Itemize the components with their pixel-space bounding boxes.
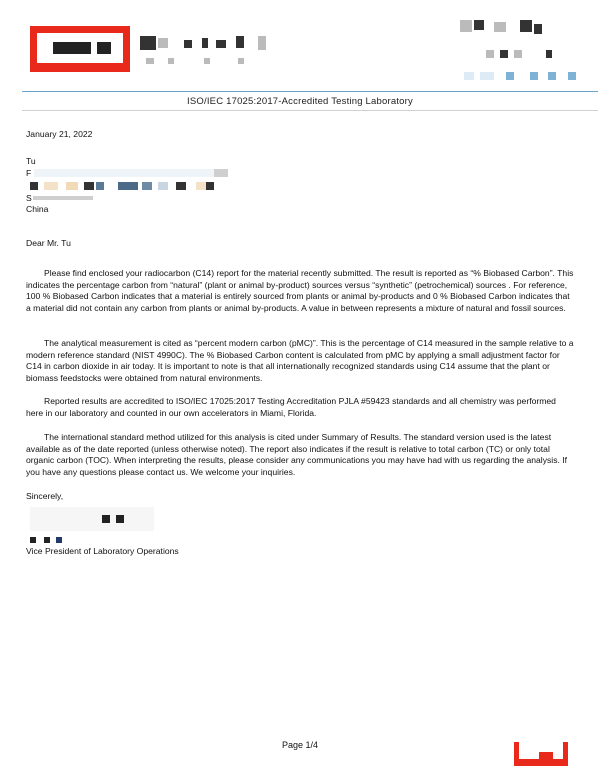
page-number: Page 1/4 [281,740,319,750]
footer-logo-icon [514,742,568,766]
body-paragraph-4 [26,432,574,478]
header-top-rule [22,91,598,92]
paragraph-text: The analytical measurement is cited as “percent modern carbon (pMC)”. This is the percentage of C14 measured in the sample relative to a modern reference standard (NIST 4990C). The % Biobased Carbon content is calculated from pMC by applying a small adjustment factor for C14 in carbon dioxide in air today. It is important to note is that all internationally recognized standards using C14 assume that the plant or biomass feedstocks were obtained from natural environments. [26,338,574,383]
recipient-address-redacted [26,181,226,191]
letter-date: January 21, 2022 [26,129,93,139]
body-paragraph-2 [26,338,574,384]
paragraph-text: The international standard method utilized for this analysis is cited under Summary of Results. The standard version used is the latest available as of the date reported (unless otherwise noted). The report also indicates if the result is relative to total carbon (TC) or only total organic carbon (TOC). When interpreting the results, please consider any communications you may have had with us regarding the analysis. If you have any questions please contact us. We welcome your inquiries. [26,432,568,477]
header-bottom-rule [22,110,598,111]
contact-info-redacted [460,20,580,84]
closing: Sincerely, [26,491,64,501]
company-name-redacted [140,34,280,70]
body-paragraph-1 [26,268,574,314]
salutation: Dear Mr. Tu [26,238,71,248]
lab-logo-icon [30,26,130,72]
signer-title: Vice President of Laboratory Operations [26,546,179,556]
paragraph-text: Please find enclosed your radiocarbon (C14) report for the material recently submitted. The result is reported as “% Biobased Carbon”. This indicates the percentage carbon from “natural” (plant or animal by-product) sources versus “synthetic” (petrochemical) sources . For reference, 100 % Biobased Carbon indicates that a material is entirely sourced from plants or animal by-products and 0 % Biobased Carbon indicates that a material did not contain any carbon from plants or animal by-products. A value in between represents a mixture of natural and fossil sources. [26,268,574,313]
recipient-city-redacted [33,196,97,202]
recipient-company-redacted [34,168,234,178]
recipient-country: China [26,204,49,214]
recipient-city-initial: S [26,193,32,203]
accreditation-banner: ISO/IEC 17025:2017-Accredited Testing Laboratory [187,96,413,107]
recipient-company-initial: F [26,168,32,178]
paragraph-text: Reported results are accredited to ISO/IEC 17025:2017 Testing Accreditation PJLA #59423 standards and all chemistry was performed here in our laboratory and counted in our own accelerators in Miami, Florida. [26,396,556,418]
recipient-city [26,193,574,205]
body-paragraph-3 [26,396,574,419]
signature-redacted [26,505,186,545]
recipient-name: Tu [26,156,36,166]
